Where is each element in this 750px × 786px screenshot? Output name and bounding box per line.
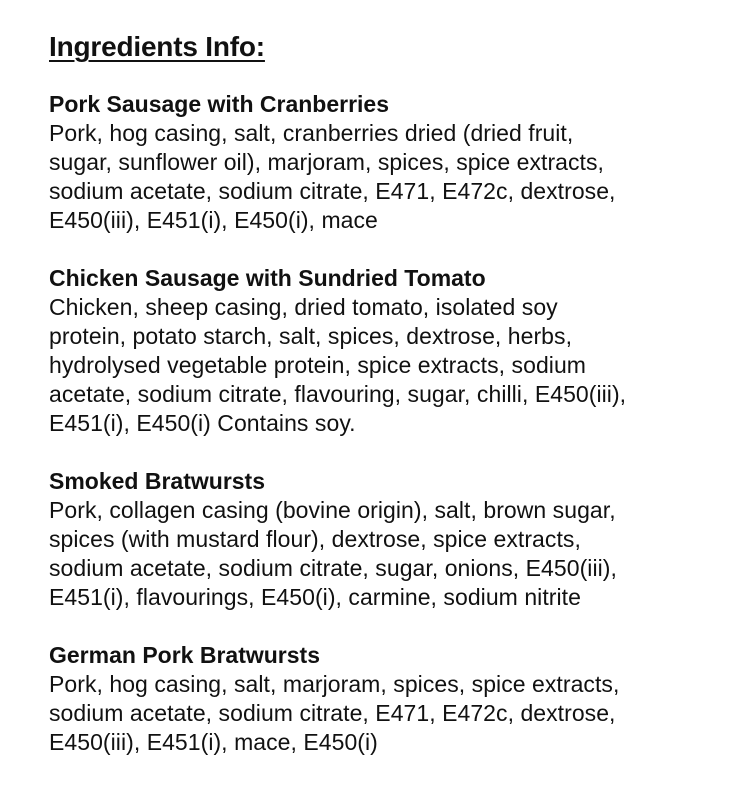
- ingredient-line: Chicken, sheep casing, dried tomato, isolated soy: [49, 294, 558, 320]
- ingredient-line: sodium acetate, sodium citrate, E471, E472c, dextrose,: [49, 700, 616, 726]
- section-heading: Pork Sausage with Cranberries: [49, 91, 390, 117]
- section-body: [49, 496, 729, 612]
- ingredients-document: [49, 28, 729, 786]
- ingredient-line: sodium acetate, sodium citrate, sugar, onions, E450(iii),: [49, 555, 617, 581]
- ingredient-line: sugar, sunflower oil), marjoram, spices, spice extracts,: [49, 149, 604, 175]
- ingredient-line: spices (with mustard flour), dextrose, spice extracts,: [49, 526, 581, 552]
- section-body: [49, 119, 729, 235]
- section-pork-sausage-cranberries: [49, 90, 729, 235]
- document-title: Ingredients Info:: [49, 31, 265, 62]
- section-heading: Smoked Bratwursts: [49, 468, 266, 494]
- section-german-pork-bratwursts: [49, 641, 729, 757]
- section-smoked-bratwursts: [49, 467, 729, 612]
- ingredient-line: Pork, collagen casing (bovine origin), salt, brown sugar,: [49, 497, 616, 523]
- ingredient-line: hydrolysed vegetable protein, spice extracts, sodium: [49, 352, 586, 378]
- ingredient-line: E450(iii), E451(i), E450(i), mace: [49, 207, 378, 233]
- section-body: [49, 670, 729, 757]
- ingredient-line: Pork, hog casing, salt, cranberries dried (dried fruit,: [49, 120, 574, 146]
- section-heading: German Pork Bratwursts: [49, 642, 320, 668]
- section-chicken-sausage-sundried-tomato: [49, 264, 729, 438]
- section-heading: Chicken Sausage with Sundried Tomato: [49, 265, 486, 291]
- ingredient-line: E451(i), E450(i) Contains soy.: [49, 410, 356, 436]
- ingredient-line: E451(i), flavourings, E450(i), carmine, sodium nitrite: [49, 584, 581, 610]
- ingredient-line: acetate, sodium citrate, flavouring, sugar, chilli, E450(iii),: [49, 381, 627, 407]
- ingredient-line: Pork, hog casing, salt, marjoram, spices, spice extracts,: [49, 671, 620, 697]
- ingredient-line: sodium acetate, sodium citrate, E471, E472c, dextrose,: [49, 178, 616, 204]
- ingredient-line: E450(iii), E451(i), mace, E450(i): [49, 729, 378, 755]
- section-body: [49, 293, 729, 438]
- ingredient-line: protein, potato starch, salt, spices, dextrose, herbs,: [49, 323, 573, 349]
